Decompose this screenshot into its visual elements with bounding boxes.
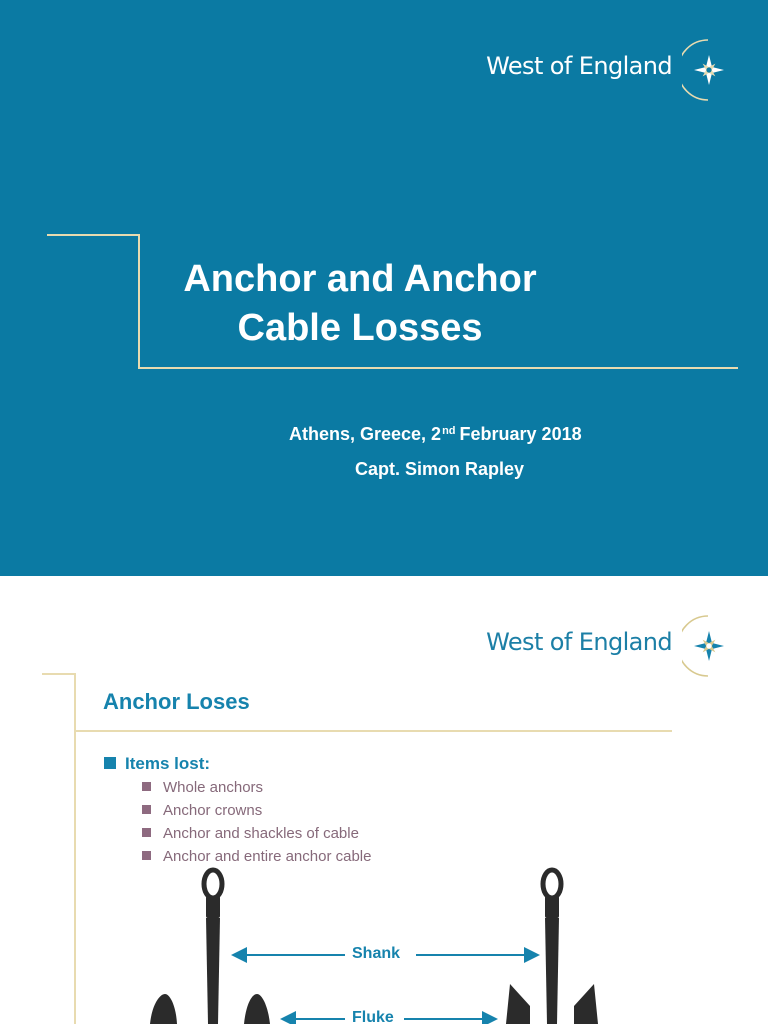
- anchor-diagram: [0, 856, 768, 1024]
- accent-rule-top: [47, 234, 140, 236]
- location-date-prefix: Athens, Greece, 2: [289, 424, 442, 444]
- location-date: [289, 424, 582, 445]
- brand-name: West of England: [486, 628, 672, 656]
- content-slide: [0, 576, 768, 1024]
- title-line-1: Anchor and Anchor: [183, 258, 537, 300]
- list-item-text: Anchor and entire anchor cable: [163, 848, 372, 865]
- square-bullet-icon: [142, 828, 151, 837]
- ordinal-suffix: nd: [442, 425, 456, 437]
- square-bullet-icon: [142, 782, 151, 791]
- square-bullet-icon: [142, 805, 151, 814]
- bullet-heading: [104, 754, 210, 774]
- brand-name: West of England: [486, 52, 672, 80]
- compass-star-logo-icon: [682, 614, 728, 678]
- slide-title: Anchor Loses: [103, 689, 250, 714]
- list-item: [142, 825, 359, 842]
- location-date-suffix: February 2018: [459, 424, 582, 444]
- list-item: [142, 802, 262, 819]
- shank-label: Shank: [348, 945, 404, 963]
- list-item: [142, 779, 263, 796]
- presentation-title: [140, 255, 580, 353]
- accent-rule-bottom: [138, 367, 738, 369]
- square-bullet-icon: [104, 757, 116, 769]
- presenter-name: Capt. Simon Rapley: [355, 459, 525, 479]
- anchor-diagram-graphic: [0, 856, 768, 1024]
- list-item-text: Anchor crowns: [163, 802, 263, 819]
- compass-star-logo-icon: [682, 38, 728, 102]
- list-item-text: Anchor and shackles of cable: [163, 825, 359, 842]
- right-anchor-icon: [506, 870, 598, 1024]
- bullet-heading-text: Items lost:: [125, 754, 211, 773]
- accent-rule-under-title: [74, 730, 672, 732]
- fluke-label: Fluke: [348, 1009, 398, 1024]
- accent-rule-top: [42, 673, 76, 675]
- title-line-2: Cable Losses: [237, 307, 483, 349]
- left-anchor-icon: [150, 870, 270, 1024]
- list-item-text: Whole anchors: [163, 779, 264, 796]
